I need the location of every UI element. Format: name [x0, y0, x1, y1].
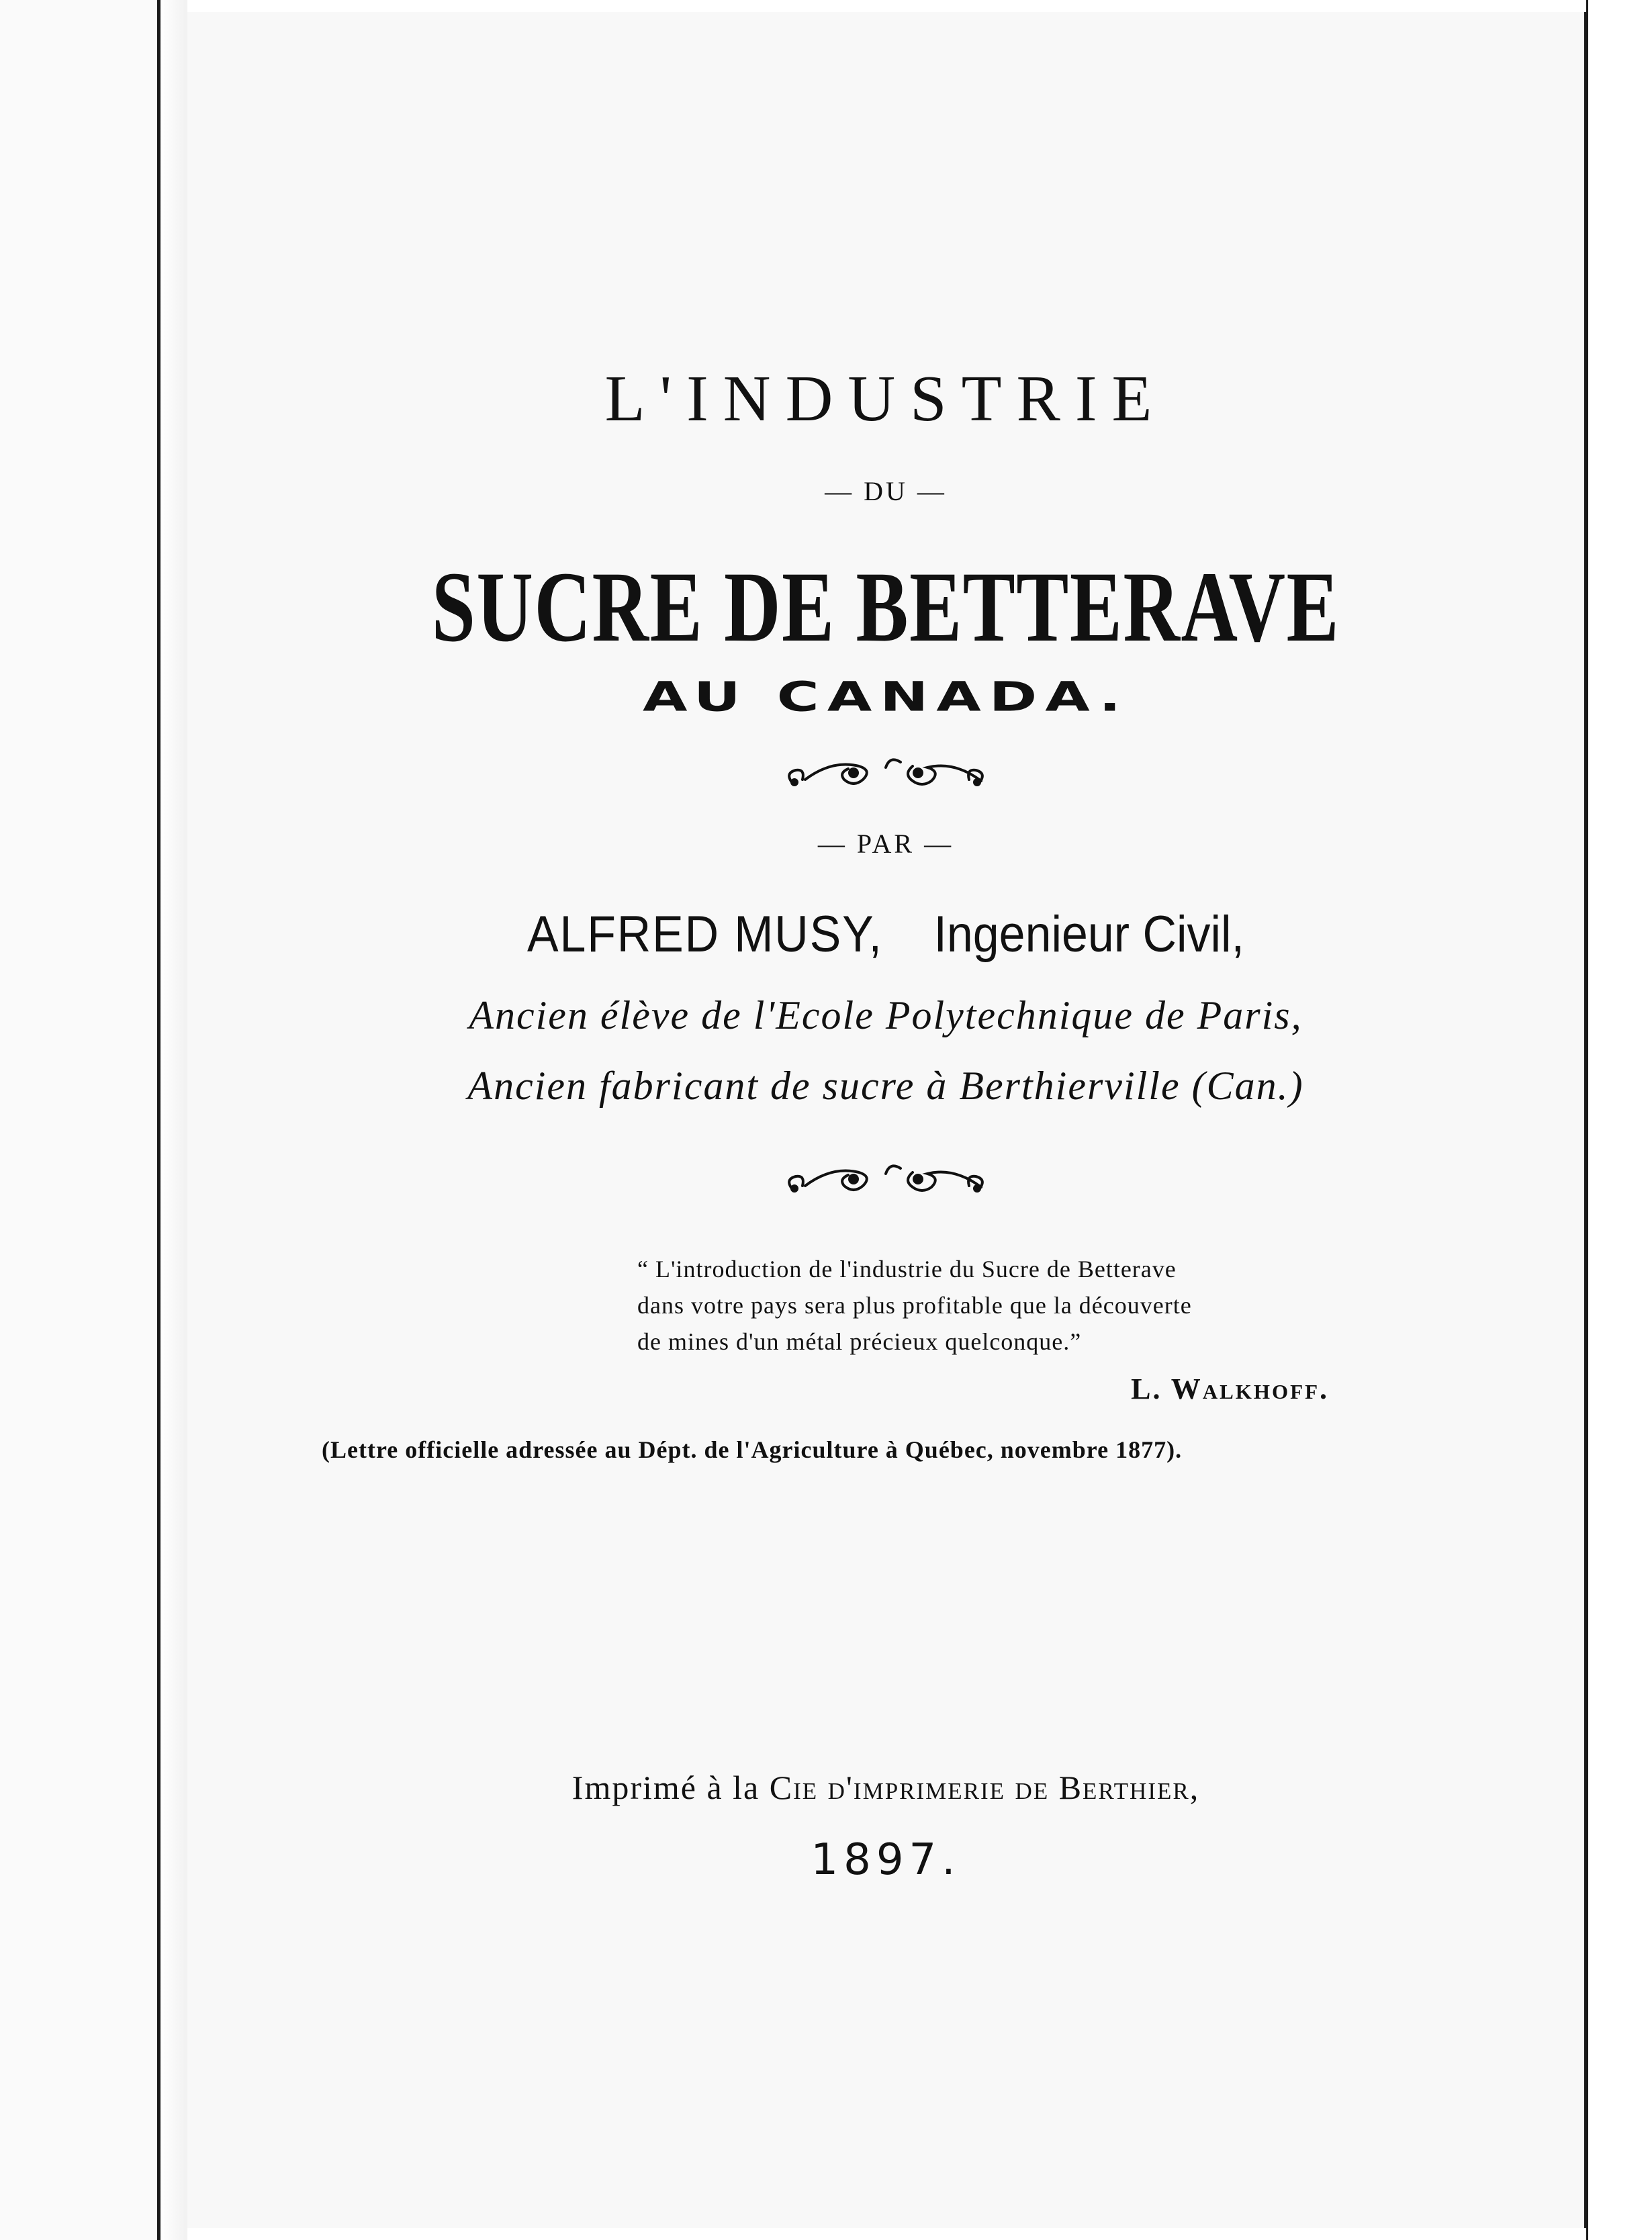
epigraph-line: “ L'introduction de l'industrie du Sucre de Betterave	[637, 1256, 1177, 1282]
publication-year: 1897.	[811, 1835, 961, 1885]
scroll-flourish-icon	[778, 747, 993, 801]
epigraph-signature: L. Walkhoff.	[1131, 1372, 1329, 1405]
title-line-industrie: L'INDUSTRIE	[604, 363, 1167, 435]
title-line-au-canada: AU CANADA.	[642, 673, 1130, 720]
by-label: — PAR —	[817, 829, 954, 859]
epigraph-line: dans votre pays sera plus profitable que la découverte	[637, 1292, 1192, 1319]
imprint-line	[187, 1768, 1584, 1807]
imprint-printer: Cie d'imprimerie de Berthier,	[769, 1769, 1200, 1806]
imprint-prefix: Imprimé à la	[571, 1769, 770, 1806]
epigraph-source: (Lettre officielle adressée au Dépt. de l'Agriculture à Québec, novembre 1877).	[322, 1436, 1183, 1463]
author-title: Ingenieur Civil,	[933, 906, 1244, 963]
page-gutter	[160, 0, 187, 2240]
epigraph-quote	[637, 1251, 1504, 1360]
author-credential-berthierville: Ancien fabricant de sucre à Berthierville (Can.)	[467, 1064, 1304, 1108]
title-line-sucre-de-betterave: SUCRE DE BETTERAVE	[431, 551, 1340, 663]
author-line	[243, 905, 1528, 964]
adjacent-page-edge	[0, 0, 160, 2240]
epigraph-line: de mines d'un métal précieux quelconque.”	[637, 1328, 1082, 1355]
title-page	[187, 12, 1588, 2228]
scroll-flourish-icon	[778, 1154, 993, 1207]
author-name: ALFRED MUSY,	[527, 906, 883, 963]
title-connector-du: — DU —	[825, 476, 947, 506]
author-credential-polytechnique: Ancien élève de l'Ecole Polytechnique de Paris,	[469, 993, 1303, 1037]
